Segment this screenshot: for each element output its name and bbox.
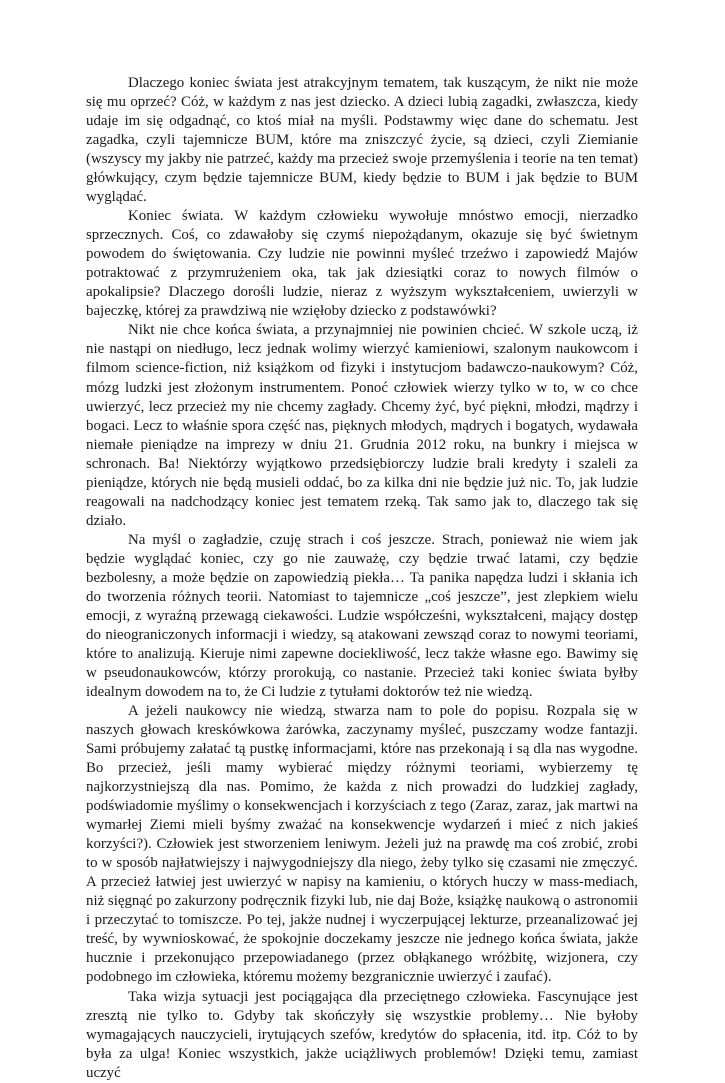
paragraph-6: Taka wizja sytuacji jest pociągająca dla przeciętnego człowieka. Fascynujące jest zresztą nie tylko to. Gdyby tak skończyły się wszystkie problemy… Nie byłoby wymagających nauczycieli, irytujących szefów, kredytów do spłacenia, itd. itp. Cóż to by była za ulga! Koniec wszystkich, jakże uciążliwych problemów! Dzięki temu, zamiast uczyć — [86, 988, 638, 1081]
paragraph-5: A jeżeli naukowcy nie wiedzą, stwarza nam to pole do popisu. Rozpala się w naszych głowach kreskówkowa żarówka, zaczynamy myśleć, puszczamy wodze fantazji. Sami próbujemy załatać tą pustkę informacjami, które nas przekonają i są dla nas wygodne. Bo przecież, jeśli mamy wybierać między różnymi teoriami, wybierzemy tę najkorzystniejszą dla nas. Pomimo, że każda z nich prowadzi do ludzkiej zagłady, podświadomie myślimy o konsekwencjach i korzyściach z tego (Zaraz, zaraz, jak martwi na wymarłej Ziemi mieli byśmy zważać na konsekwencje wydarzeń i mieć z nich jakieś korzyści?). Człowiek jest stworzeniem leniwym. Jeżeli już na prawdę ma coś zrobić, zrobi to w sposób najłatwiejszy i najwygodniejszy dla niego, żeby tylko się czasami nie zmęczyć. A przecież łatwiej jest uwierzyć w napisy na kamieniu, o których huczy w mass-mediach, niż sięgnąć po zakurzony podręcznik fizyki lub, nie daj Boże, książkę naukową o astronomii i przeczytać to tomiszcze. Po tej, jakże nudnej i wyczerpującej lekturze, przeanalizować jej treść, by wywnioskować, że spokojnie doczekamy jeszcze nie jednego końca świata, jakże hucznie i przekonująco przepowiadanego (przez obłąkanego wróżbitę, wizjonera, czy podobnego im człowieka, któremu możemy bezgranicznie uwierzyć i zaufać). — [86, 703, 639, 986]
document-page — [86, 74, 638, 1083]
paragraph-3: Nikt nie chce końca świata, a przynajmniej nie powinien chcieć. W szkole uczą, iż nie nastąpi on niedługo, lecz jednak wolimy wierzyć kamieniowi, szalonym naukowcom i filmom science-fiction, niż książkom od fizyki i instytucjom badawczo-naukowym? Cóż, mózg ludzki jest złożonym instrumentem. Ponoć człowiek wierzy tylko w to, w co chce uwierzyć, lecz przecież my nie chcemy zagłady. Chcemy żyć, być piękni, młodzi, mądrzy i bogaci. Lecz to właśnie spora część nas, pięknych młodych, mądrych i bogatych, wydawała niemałe pieniądze na imprezy w dniu 21. Grudnia 2012 roku, na bunkry i miejsca w schronach. Ba! Niektórzy wyjątkowo przedsiębiorczy ludzie brali kredyty i szaleli za pieniądze, których nie będą musieli oddać, bo za kilka dni nie będzie już nic. To, jak ludzie reagowali na nadchodzący koniec jest tematem rzeką. Tak samo jak to, dlaczego tak się działo. — [86, 322, 638, 529]
paragraph-2: Koniec świata. W każdym człowieku wywołuje mnóstwo emocji, nierzadko sprzecznych. Coś, co zdawałoby się czymś niepożądanym, okazuje się być świetnym powodem do świętowania. Czy ludzie nie powinni myśleć trzeźwo i zapowiedź Majów potraktować z przymrużeniem oka, tak jak dziesiątki coraz to nowych filmów o apokalipsie? Dlaczego dorośli ludzie, nieraz z wyższym wykształceniem, uwierzyli w bajeczkę, której za prawdziwą nie wzięłoby dziecko z podstawówki? — [86, 208, 638, 320]
paragraph-1: Dlaczego koniec świata jest atrakcyjnym tematem, tak kuszącym, że nikt nie może się mu oprzeć? Cóż, w każdym z nas jest dziecko. A dzieci lubią zagadki, zwłaszcza, kiedy udaje im się odgadnąć, co ktoś miał na myśli. Podstawmy więc dane do schematu. Jest zagadka, czyli tajemnicze BUM, które ma zniszczyć życie, są dzieci, czyli Ziemianie (wszyscy my jakby nie patrzeć, każdy ma przecież swoje przemyślenia i teorie na ten temat) główkujący, czym będzie tajemnicze BUM, kiedy będzie to BUM i jak będzie to BUM wyglądać. — [86, 75, 638, 206]
paragraph-4: Na myśl o zagładzie, czuję strach i coś jeszcze. Strach, ponieważ nie wiem jak będzie wyglądać koniec, czy go nie zauważę, czy będzie trwać latami, czy będzie bezbolesny, a może będzie on zapowiedzią piekła… Ta panika napędza ludzi i skłania ich do tworzenia różnych teorii. Natomiast to tajemnicze „coś jeszcze”, jest zlepkiem wielu emocji, z wyraźną przewagą ciekawości. Ludzie współcześni, wykształceni, mający dostęp do nieograniczonych informacji i wiedzy, są atakowani zewsząd coraz to nowymi teoriami, które to analizują. Kieruje nimi zapewne dociekliwość, lecz także własne ego. Bawimy się w pseudonaukowców, którzy prorokują, co nastanie. Przecież taki koniec świata byłby idealnym dowodem na to, że Ci ludzie z tytułami doktorów też nie wiedzą. — [86, 531, 638, 700]
